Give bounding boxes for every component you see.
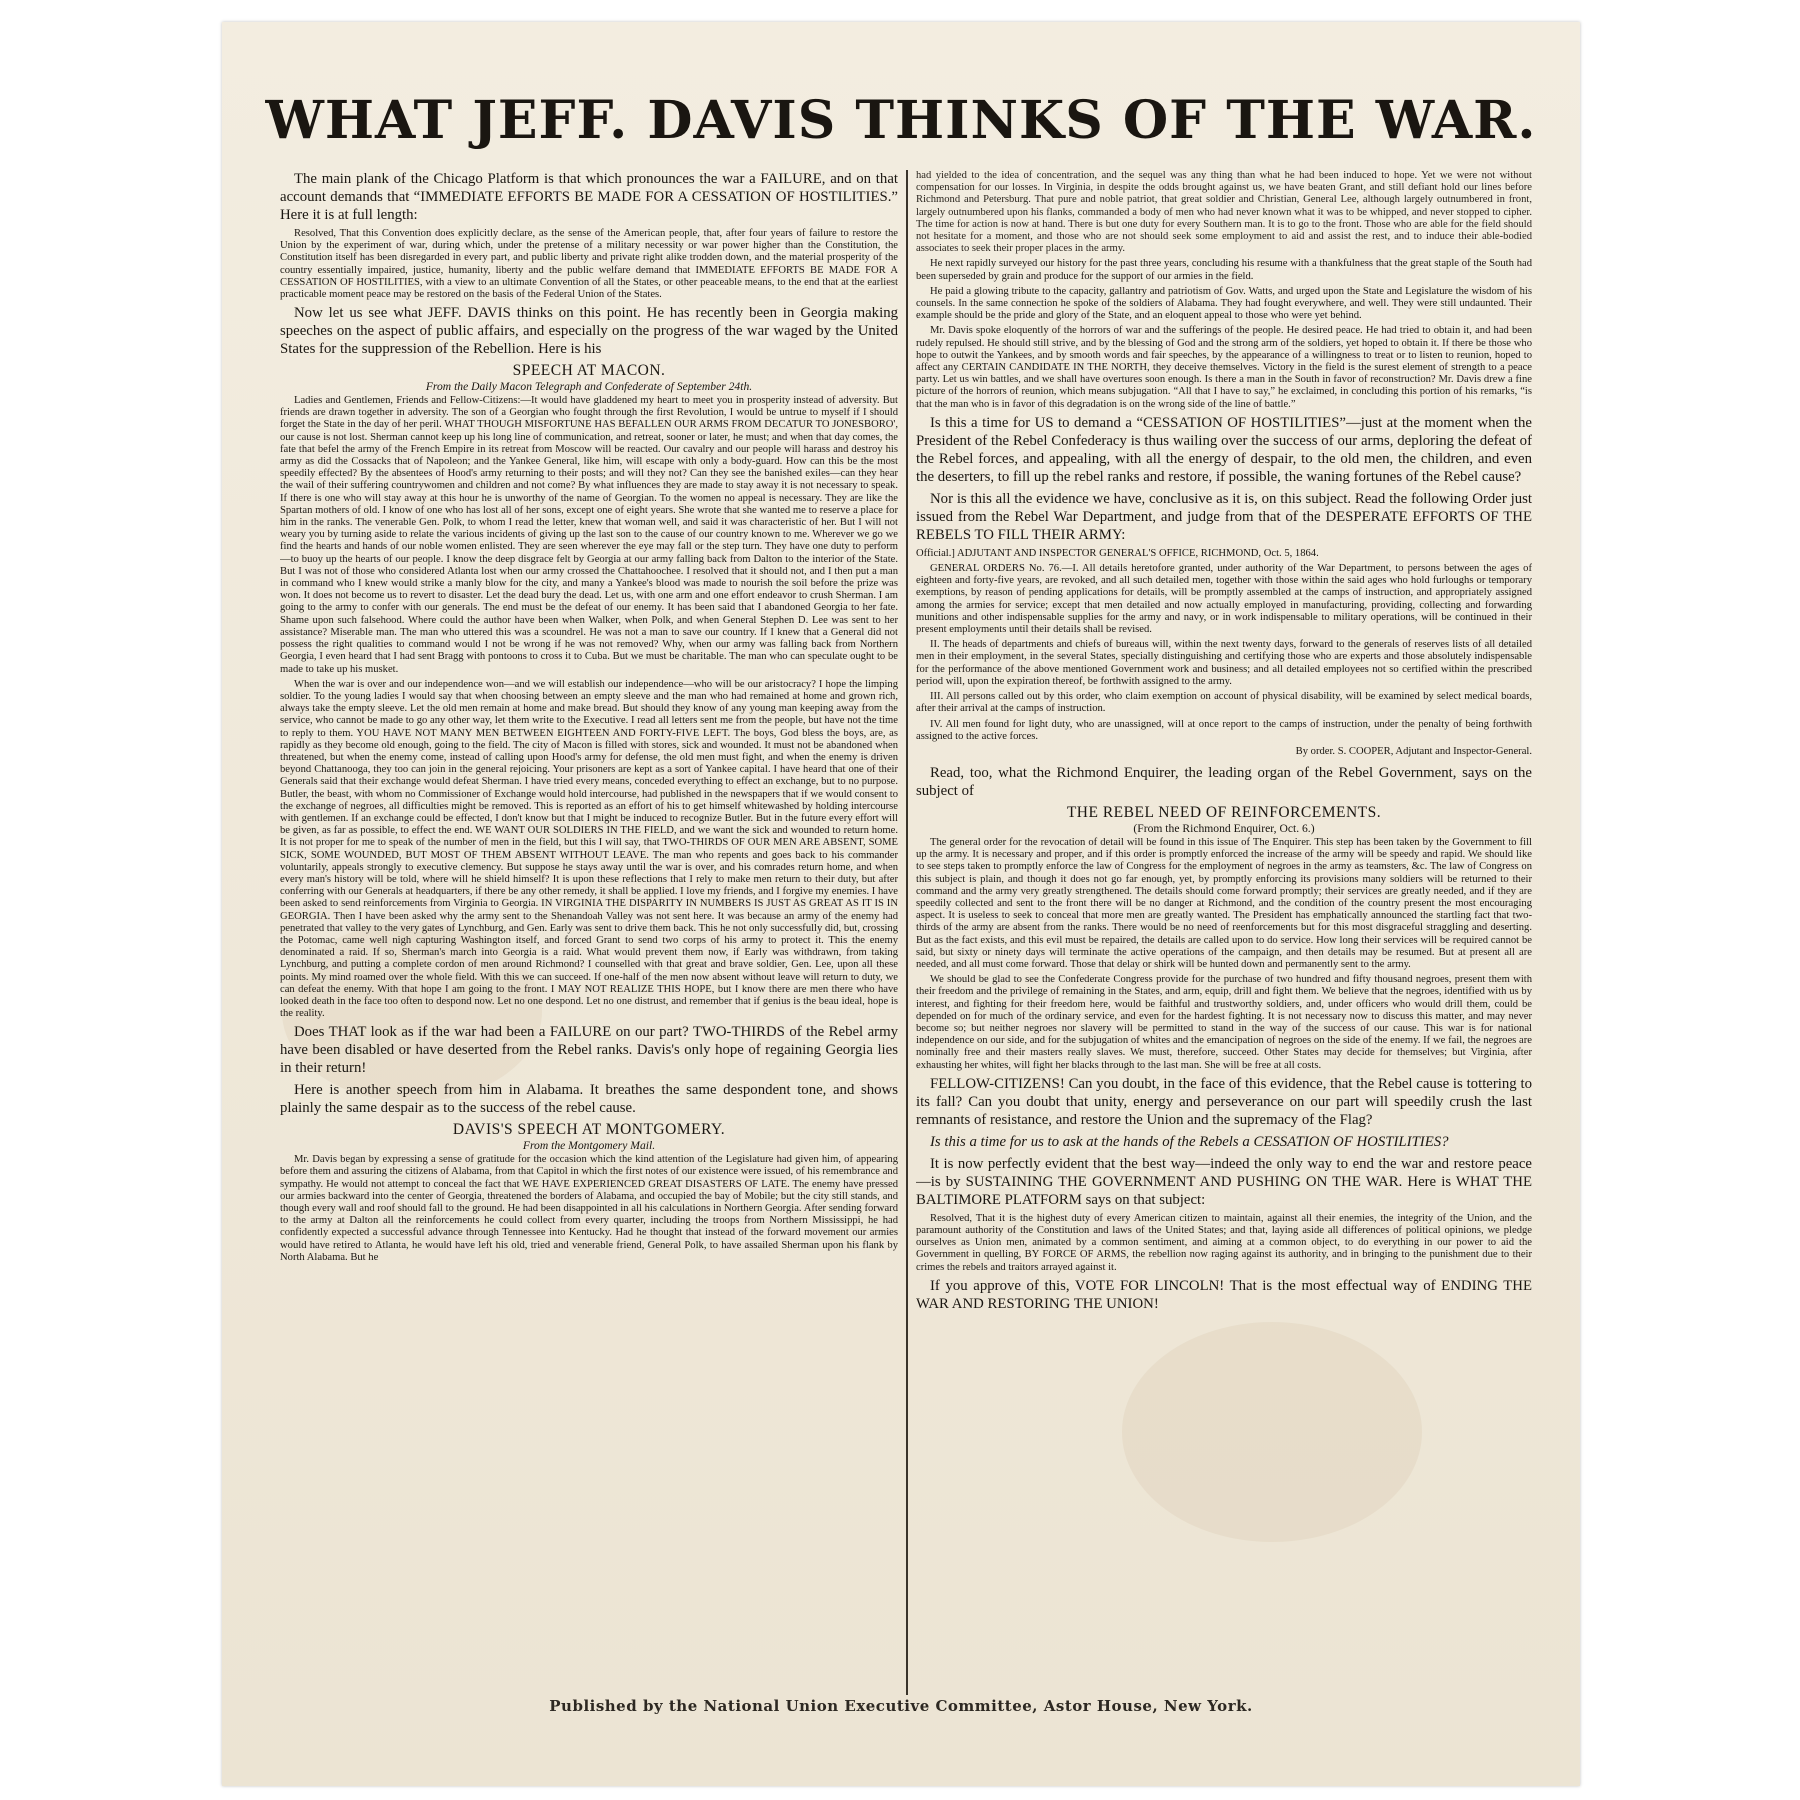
general-order-header: Official.] ADJUTANT AND INSPECTOR GENERAL'S OFFICE, RICHMOND, Oct. 5, 1864.	[916, 547, 1319, 559]
speech-at-macon-heading: SPEECH AT MACON.	[512, 362, 666, 380]
failure-question: Does THAT look as if the war had been a FAILURE on our part? TWO-THIRDS of the Rebel army have been disabled or have deserted from the Rebel ranks. Davis's only hope of regaining Georgia lies in their return!	[280, 1024, 898, 1077]
best-way-paragraph: It is now perfectly evident that the best way—indeed the only way to end the war and restore peace—is by SUSTAINING THE GOVERNMENT AND PUSHING ON THE WAR. Here is WHAT THE BALTIMORE PLATFORM says on that subject:	[916, 1155, 1532, 1208]
column-divider	[906, 170, 908, 1695]
intro-paragraph: The main plank of the Chicago Platform is that which pronounces the war a FAILURE, and on that account demands that “IMMEDIATE EFFORTS BE MADE FOR A CESSATION OF HOSTILITIES.” Here it is at full length:	[280, 171, 898, 223]
macon-speech-paragraph: Ladies and Gentlemen, Friends and Fellow-Citizens:—It would have gladdened my heart to meet you in prosperity instead of adversity. But friends are drawn together in adversity. The son of a Georgian who fought through the first Revolution, I would be untrue to myself if I should forget the State in the day of her peril. WHAT THOUGH MISFORTUNE HAS BEFALLEN OUR ARMS FROM DECATUR TO JONESBORO', our cause is not lost. Sherman cannot keep up his long line of communication, and retreat, sooner or later, he must; and when that day comes, the fate that befel the army of the French Empire in its retreat from Moscow will be reacted. Our cavalry and our people will harass and destroy his army as did the Cossacks that of Napoleon; and the Yankee General, like him, will escape with only a body-guard. How can this be the most speedily effected? By the absentees of Hood's army returning to their posts; and will they not? Can they see the banished exiles—can they hear the wail of their suffering countrywomen and children and not come? By what influences they are made to stay away it is not necessary to speak. If there is one who will stay away at this hour he is unworthy of the name of Georgian. To the women no appeal is necessary. They are like the Spartan mothers of old. I know of one who has lost all of her sons, except one of eight years. She wrote that she wanted me to reserve a place for him in the ranks. The venerable Gen. Polk, to whom I read the letter, knew that woman well, and said it was characteristic of her. But I will not weary you by turning aside to relate the various incidents of giving up the last son to the cause of our country known to me. Wherever we go we find the hearts and hands of our noble women enlisted. They are seen wherever the eye may fall or the step turn. They have one duty to perform—to buoy up the hearts of our people. I know the deep disgrace felt by Georgia at our army falling back from Dalton to the interior of the State. But I was not of those who considered Atlanta lost when our army crossed the Chattahoochee. I resolved that it should not, and I then put a man in command who I knew would strike a manly blow for the city, and many a Yankee's blood was made to nourish the soil before the prize was won. It does not become us to revert to disaster. Let the dead bury the dead. Let us, with one arm and one effort endeavor to crush Sherman. I am going to the army to confer with our generals. The end must be the defeat of our enemy. It has been said that I abandoned Georgia to her fate. Shame upon such falsehood. Where could the author have been when Walker, when Polk, and when General Stephen D. Lee was sent to her assistance? Miserable man. The man who uttered this was a scoundrel. He was not a man to save our country. If I knew that a General did not possess the right qualities to command would I not be wrong if he was not removed? Why, when our army was falling back from Northern Georgia, I even heard that I had sent Bragg with pontoons to cross it to Cuba. But we must be charitable. The man who can speculate ought to be made to take up his musket.	[280, 395, 898, 675]
transition-paragraph: Now let us see what JEFF. DAVIS thinks on this point. He has recently been in Georgia making speeches on the aspect of public affairs, and especially on the progress of the war waged by the United States for the suppression of the Rebellion. Here is his	[280, 305, 898, 358]
ask-rebels-paragraph: Is this a time for us to ask at the hands of the Rebels a CESSATION OF HOSTILITIES?	[930, 1133, 1449, 1150]
general-order-paragraph: II. The heads of departments and chiefs of bureaus will, within the next twenty days, forward to the generals of reserves lists of all detailed men in their employment, in the several States, specially distinguishing and certifying those who are experts and those absolutely indispensable for the performance of the above mentioned Government work and business; and all detailed employees not so certified within the prescribed period will, upon the expiration thereof, be forthwith assigned to the army.	[916, 639, 1532, 687]
montgomery-paragraph: He next rapidly surveyed our history for the past three years, concluding his resume with a thankfulness that the great staple of the South had been superseded by grain and produce for the support of our armies in the field.	[916, 258, 1532, 282]
macon-source: From the Daily Macon Telegraph and Confederate of September 24th.	[425, 379, 753, 393]
general-order-paragraph: IV. All men found for light duty, who are unassigned, will at once report to the camps of instruction, under the penalty of being forthwith assigned to the active forces.	[916, 718, 1532, 742]
right-column	[916, 170, 1532, 1710]
fellow-citizens-paragraph: FELLOW-CITIZENS! Can you doubt, in the face of this evidence, that the Rebel cause is tottering to its fall? Can you doubt that unity, energy and perseverance on our part will speedily crush the last remnants of resistance, and restore the Union and the supremacy of the Flag?	[916, 1075, 1532, 1128]
rebel-need-heading: THE REBEL NEED OF REINFORCEMENTS.	[1066, 804, 1382, 822]
another-speech-intro: Here is another speech from him in Alabama. It breathes the same despondent tone, and shows plainly the same despair as to the success of the rebel cause.	[280, 1082, 898, 1117]
montgomery-paragraph: Mr. Davis spoke eloquently of the horrors of war and the sufferings of the people. He desired peace. He had tried to obtain it, and had been rudely repulsed. He should still strive, and by the blessing of God and the strong arm of the soldiers, yet hoped to obtain it. If there be those who hope to outwit the Yankees, and by smooth words and fair speeches, by the appearance of a willingness to treat or to listen to reunion, hoped to affect any CERTAIN CANDIDATE IN THE NORTH, they deceive themselves. Victory in the field is the surest element of strength to a peace party. Let us win battles, and we shall have overtures soon enough. Is there a man in the South in favor of reconstruction? Mr. Davis drew a fine picture of the horrors of reunion, which means subjugation. “All that I have to say,” he exclaimed, in concluding this portion of his remarks, “is that the man who is in favor of this degradation is on the wrong side of the line of battle.”	[916, 325, 1532, 410]
chicago-resolution: Resolved, That this Convention does explicitly declare, as the sense of the American people, that, after four years of failure to restore the Union by the experiment of war, during which, under the pretense of a military necessity or war power higher than the Constitution, the Constitution itself has been disregarded in every part, and public liberty and private right alike trodden down, and the material prosperity of the country essentially impaired, justice, humanity, liberty and the public welfare demand that IMMEDIATE EFFORTS BE MADE FOR A CESSATION OF HOSTILITIES, with a view to an ultimate Convention of all the States, or other peaceable means, to the end that at the earliest practicable moment peace may be restored on the basis of the Federal Union of the States.	[280, 228, 898, 301]
montgomery-source: From the Montgomery Mail.	[522, 1138, 656, 1152]
vote-for-lincoln-closing: If you approve of this, VOTE FOR LINCOLN! That is the most effectual way of ENDING THE WAR AND RESTORING THE UNION!	[916, 1277, 1532, 1312]
broadside-sheet	[222, 22, 1580, 1786]
left-column	[280, 170, 898, 1638]
enquirer-paragraph: We should be glad to see the Confederate Congress provide for the purchase of two hundred and fifty thousand negroes, present them with their freedom and the privilege of remaining in the States, and arm, equip, drill and fight them. We believe that the negroes, identified with us by interest, and fighting for their freedom here, would be faithful and trustworthy soldiers, and, under officers who would drill them, could be depended on for much of the ordinary service, and even for the hardest fighting. It is not necessary now to discuss this matter, and may never become so; but neither negroes nor slavery will be permitted to stand in the way of the success of our cause. This war is for national independence on our side, and for the subjugation of whites and the emancipation of negroes on the side of the enemy. If we fail, the negroes are nominally free and their masters really slaves. We must, therefore, succeed. Other States may decide for themselves; but Virginia, after exhausting her whites, will fight her blacks through to the last man. She will be free at all costs.	[916, 974, 1532, 1071]
enquirer-intro: Read, too, what the Richmond Enquirer, the leading organ of the Rebel Government, says on the subject of	[916, 765, 1532, 800]
montgomery-speech-text: Mr. Davis began by expressing a sense of gratitude for the occasion which the kind attention of the Legislature had given him, of appearing before them and assuring the citizens of Alabama, from that Capitol in which the first notes of our existence were issued, of his remembrance and sympathy. He would not attempt to conceal the fact that WE HAVE EXPERIENCED GREAT DISASTERS OF LATE. The enemy have pressed our armies backward into the center of Georgia, threatened the borders of Alabama, and occupied the bay of Mobile; but the city still stands, and though every wall and roof should fall to the ground. He had been disappointed in all his calculations in Northern Georgia. After sending forward to the army at Dalton all the reinforcements he could collect from every quarter, including the troops from Northern Mississippi, he had confidently expected a successful advance through Tennessee into Kentucky. Had he thought that instead of the forward movement our armies would have retired to Atlanta, he would have left his old, tried and venerable friend, General Polk, to have assailed Sherman upon his flank by North Alabama. But he	[280, 1154, 898, 1263]
cessation-question: Is this a time for US to demand a “CESSATION OF HOSTILITIES”—just at the moment when the President of the Rebel Confederacy is thus wailing over the success of our arms, deploring the defeat of the Rebel forces, and appealing, with all the energy of despair, to the old men, the children, and even the deserters, to fill up the rebel ranks and restore, if possible, the waning fortunes of the Rebel cause?	[916, 414, 1532, 485]
montgomery-paragraph: He paid a glowing tribute to the capacity, gallantry and patriotism of Gov. Watts, and urged upon the State and Legislature the wisdom of his counsels. In the same connection he spoke of the soldiers of Alabama. They had fought everywhere, and well. They were still undaunted. Their example should be the pride and glory of the State, and an eloquent appeal to those who were yet behind.	[916, 285, 1532, 322]
page-title: WHAT JEFF. DAVIS THINKS OF THE WAR.	[265, 90, 1537, 151]
baltimore-resolution: Resolved, That it is the highest duty of every American citizen to maintain, against all their enemies, the integrity of the Union, and the paramount authority of the Constitution and laws of the United States; and that, laying aside all differences of political opinions, we pledge ourselves as Union men, animated by a common sentiment, and aiming at a common object, to do everything in our power to aid the Government in quelling, BY FORCE OF ARMS, the rebellion now raging against its authority, and in bringing to the punishment due to their crimes the rebels and traitors arrayed against it.	[916, 1212, 1532, 1273]
macon-speech-paragraph: When the war is over and our independence won—and we will establish our independence—who will be our aristocracy? I hope the limping soldier. To the young ladies I would say that when choosing between an empty sleeve and the man who had remained at home and grown rich, always take the empty sleeve. Let the old men remain at home and make bread. But should they know of any young man keeping away from the service, who cannot be made to go any other way, let them write to the Executive. I read all letters sent me from the people, but have not the time to reply to them. YOU HAVE NOT MANY MEN BETWEEN EIGHTEEN AND FORTY-FIVE LEFT. The boys, God bless the boys, are, as rapidly as they become old enough, going to the field. The city of Macon is filled with stores, sick and wounded. It must not be abandoned when threatened, but when the enemy come, instead of calling upon Hood's army for defense, the old men must fight, and when the enemy is driven beyond Chattanooga, they too can join in the general rejoicing. Your prisoners are kept as a sort of Yankee capital. I have heard that one of their Generals said that their exchange would defeat Sherman. I have tried every means, conceded everything to effect an exchange, but to no purpose. Butler, the beast, with whom no Commissioner of Exchange would hold intercourse, had published in the newspapers that if we would consent to the exchange of negroes, all difficulties might be removed. This is reported as an effort of his to get himself whitewashed by holding intercourse with gentlemen. If an exchange could be effected, I don't know but that I might be induced to recognize Butler. But in the future every effort will be given, as far as possible, to effect the end. WE WANT OUR SOLDIERS IN THE FIELD, and we want the sick and wounded to return home. It is not proper for me to speak of the number of men in the field, but this I will say, that TWO-THIRDS OF OUR MEN ARE ABSENT, SOME SICK, SOME WOUNDED, BUT MOST OF THEM ABSENT WITHOUT LEAVE. The man who repents and goes back to his commander voluntarily, appeals strongly to executive clemency. But suppose he stays away until the war is over, and his comrades return home, and when every man's history will be told, where will he shield himself? It is upon these reflections that I rely to make men return to their duty, but after conferring with our Generals at headquarters, if there be any other remedy, it shall be applied. I love my friends, and I forgive my enemies. I have been asked to send reinforcements from Virginia to Georgia. IN VIRGINIA THE DISPARITY IN NUMBERS IS JUST AS GREAT AS IT IS IN GEORGIA. Then I have been asked why the army sent to the Shenandoah Valley was not sent here. It was because an army of the enemy had penetrated that valley to the very gates of Lynchburg, and Gen. Early was sent to drive them back. This he not only successfully did, but, crossing the Potomac, came well nigh capturing Washington itself, and forced Grant to send two corps of his army to protect it. This the enemy denominated a raid. If so, Sherman's march into Georgia is a raid. What would prevent them now, if Early was withdrawn, from taking Lynchburg, and putting a complete cordon of men around Richmond? I counselled with that great and brave soldier, Gen. Lee, upon all these points. My mind roamed over the whole field. With this we can succeed. If one-half of the men now absent without leave will return to duty, we can defeat the enemy. With that hope I am going to the front. I MAY NOT REALIZE THIS HOPE, but I know there are men there who have looked death in the face too often to despond now. Let no one despond. Let no one distrust, and remember that if genius is the beau ideal, hope is the reality.	[280, 678, 898, 1020]
enquirer-source: (From the Richmond Enquirer, Oct. 6.)	[1133, 821, 1315, 835]
general-order-paragraph: GENERAL ORDERS No. 76.—I. All details heretofore granted, under authority of the War Department, to persons between the ages of eighteen and forty-five years, are revoked, and all such detailed men, together with those within the said ages who hold furloughs or temporary exemptions, by reason of pending applications for details, will be promptly assembled at the camps of instruction, and appropriately assigned among the armies for service; except that men detailed and now actually employed in manufacturing, providing, collecting and forwarding munitions and other indispensable supplies for the army and navy, or in work indispensable to military operations, will be continued in their present employments until their details shall be revised.	[916, 563, 1532, 636]
montgomery-continuation: had yielded to the idea of concentration, and the sequel was any thing than what he had been induced to hope. Yet we were not without compensation for our losses. In Virginia, in despite the odds brought against us, we have beaten Grant, and still defiant hold our lines before Richmond and Petersburg. That pure and noble patriot, that great soldier and Christian, General Lee, although largely outnumbered in front, largely outnumbered upon his flanks, commanded a body of men who had never known what it was to be whipped, and never stopped to cipher. The time for action is now at hand. There is but one duty for every Southern man. It is to go to the front. Those who are able for the field should not hesitate for a moment, and those who are not should seek some employment to aid and assist the rest, and to induce their able-bodied associates to seek their proper places in the army.	[916, 170, 1532, 255]
evidence-paragraph: Nor is this all the evidence we have, conclusive as it is, on this subject. Read the following Order just issued from the Rebel War Department, and judge from that of the DESPERATE EFFORTS OF THE REBELS TO FILL THEIR ARMY:	[916, 490, 1532, 543]
order-signature: By order. S. COOPER, Adjutant and Inspector-General.	[1295, 745, 1532, 757]
enquirer-paragraph: The general order for the revocation of detail will be found in this issue of The Enquirer. This step has been taken by the Government to fill up the army. It is necessary and proper, and if this order is promptly enforced the increase of the army will be speedy and rapid. We should like to see steps taken to promptly enforce the law of Congress for the employment of negroes in the army as teamsters, &c. The law of Congress on this subject is plain, and though it does not go far enough, yet, by promptly enforcing its provisions many soldiers will be returned to their command and the army very greatly strengthened. The details should come forward promptly; their services are greatly needed, and if they are speedily collected and sent to the front there will be no danger at Richmond, and the condition of the country present the most encouraging aspect. It is useless to seek to conceal that more men are greatly wanted. The President has emphatically announced the startling fact that two-thirds of the army are absent from the ranks. There would be no need of reenforcements but for this most disgraceful straggling and deserting. But as the fact exists, and this evil must be repaired, the details are called upon to do service. How long their services will be required cannot be said, but sixty or ninety days will terminate the active operations of the campaign, and then details may be resumed. But at present all are needed, and all must come forward. Those that delay or shirk will be hunted down and permanently sent to the army.	[916, 836, 1532, 970]
montgomery-speech-heading: DAVIS'S SPEECH AT MONTGOMERY.	[452, 1121, 726, 1139]
general-order-paragraph: III. All persons called out by this order, who claim exemption on account of physical disability, will be examined by select medical boards, after their arrival at the camps of instruction.	[916, 691, 1532, 715]
publisher-footer: Published by the National Union Executive Committee, Astor House, New York.	[549, 1697, 1253, 1715]
